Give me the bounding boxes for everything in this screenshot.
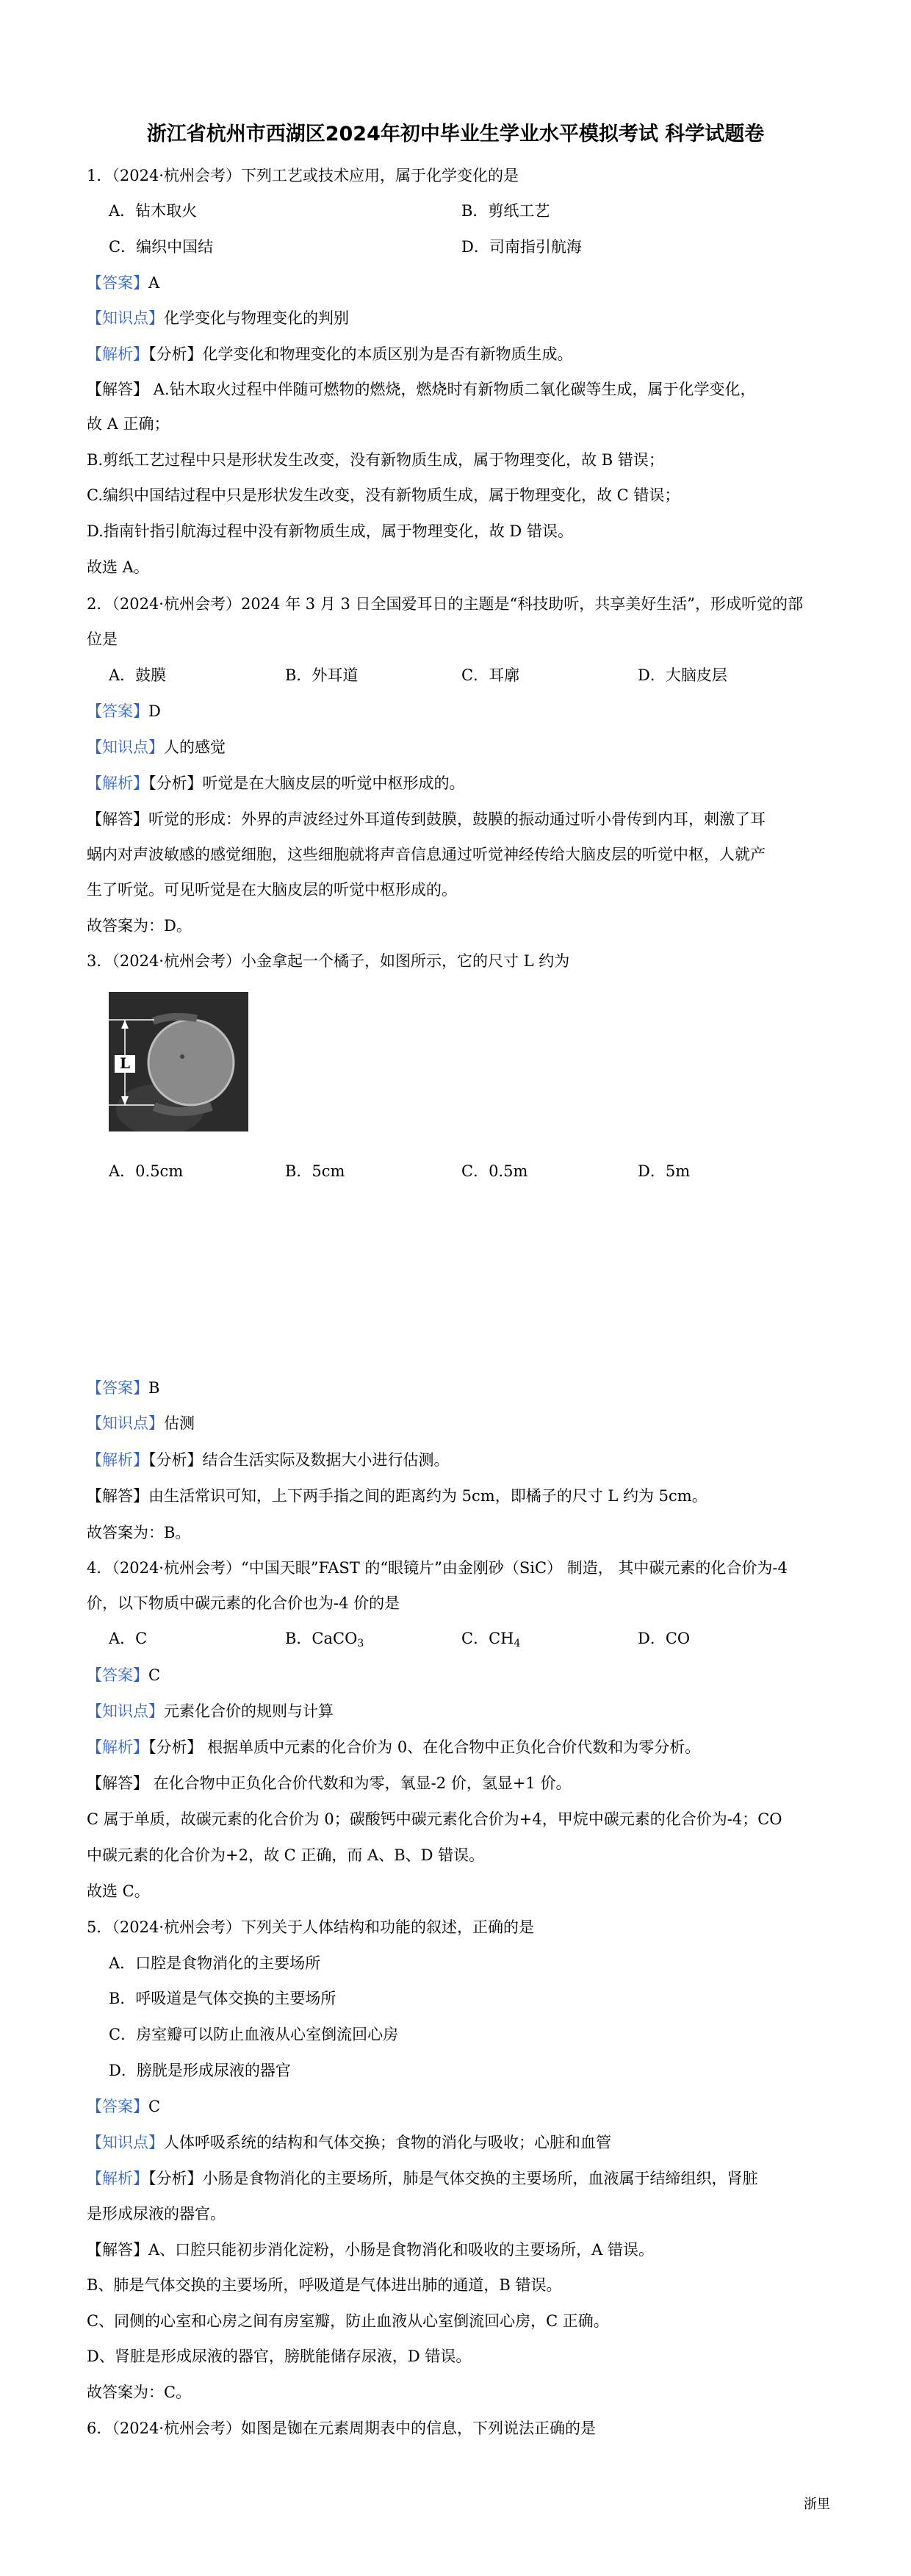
q4-option-c-subscript: 4 <box>514 1638 521 1649</box>
q1-option-d: D．司南指引航海 <box>461 238 582 256</box>
q6-stem: 6．（2024·杭州会考）如图是铷在元素周期表中的信息，下列说法正确的是 <box>87 2420 596 2437</box>
q4-solution-line: C 属于单质，故碳元素的化合价为 0；碳酸钙中碳元素化合价为+4，甲烷中碳元素的化合价为-4；CO <box>87 1810 782 1828</box>
solution-tag: 【解答】 <box>87 2241 148 2259</box>
q4-option-a: A．C <box>109 1630 148 1647</box>
q5-option-b: B．呼吸道是气体交换的主要场所 <box>109 1990 336 2007</box>
q3-option-b: B．5cm <box>285 1162 345 1180</box>
knowledge-value: 人体呼吸系统的结构和气体交换；食物的消化与吸收；心脏和血管 <box>164 2134 611 2151</box>
page-title: 浙江省杭州市西湖区2024年初中毕业生学业水平模拟考试 科学试题卷 <box>146 123 765 145</box>
q4-knowledge <box>87 1701 823 1721</box>
q5-conclusion: 故答案为：C。 <box>87 2383 192 2401</box>
answer-tag: 【答案】 <box>87 702 148 720</box>
q1-answer <box>87 273 823 293</box>
q4-option-d: D．CO <box>638 1630 691 1647</box>
q3-option-c: C．0.5m <box>461 1162 528 1180</box>
q5-solution-line: B、肺是气体交换的主要场所，呼吸道是气体进出肺的通道，B 错误。 <box>87 2276 562 2294</box>
q2-option-a: A．鼓膜 <box>109 666 167 684</box>
analysis-tag: 【解析】 <box>87 774 148 792</box>
q5-solution-line: D、肾脏是形成尿液的器官，膀胱能储存尿液，D 错误。 <box>87 2347 472 2365</box>
page-footer: 浙里 <box>804 2497 830 2512</box>
q1-conclusion: 故选 A。 <box>87 558 149 576</box>
q2-conclusion: 故答案为：D。 <box>87 917 192 935</box>
q3-answer <box>87 1378 823 1398</box>
q3-analysis <box>87 1450 823 1470</box>
q4-solution <box>87 1773 823 1794</box>
q2-option-c: C．耳廓 <box>461 666 520 684</box>
q4-answer <box>87 1665 823 1685</box>
q3-option-d: D．5m <box>638 1162 691 1180</box>
knowledge-value: 估测 <box>164 1414 195 1432</box>
q4-analysis <box>87 1737 823 1757</box>
q2-answer <box>87 701 823 722</box>
solution-tag: 【解答】 <box>87 810 148 828</box>
analysis-value: 根据单质中元素的化合价为 0、在化合物中正负化合价代数和为零分析。 <box>207 1738 701 1756</box>
knowledge-value: 元素化合价的规则与计算 <box>164 1702 334 1720</box>
analysis-sub-tag: 【分析】 <box>148 1451 203 1469</box>
q1-option-a: A．钻木取火 <box>109 202 198 220</box>
answer-tag: 【答案】 <box>87 1379 148 1397</box>
orange-photo <box>109 992 248 1132</box>
analysis-tag: 【解析】 <box>87 2170 148 2187</box>
analysis-sub-tag: 【分析】 <box>148 774 203 792</box>
analysis-tag: 【解析】 <box>87 345 148 363</box>
q2-stem-cont: 位是 <box>87 630 118 648</box>
q1-solution <box>87 379 823 400</box>
q1-solution-line: D.指南针指引航海过程中没有新物质生成，属于物理变化，故 D 错误。 <box>87 522 573 540</box>
q5-option-d: D．膀胱是形成尿液的器官 <box>109 2062 291 2079</box>
q4-option-b <box>285 1628 364 1654</box>
q1-knowledge <box>87 308 823 328</box>
q4-option-b-subscript: 3 <box>357 1638 364 1649</box>
knowledge-value: 化学变化与物理变化的判别 <box>164 309 349 327</box>
q5-analysis <box>87 2168 823 2189</box>
q5-solution-line: C、同侧的心室和心房之间有房室瓣，防止血液从心室倒流回心房，C 正确。 <box>87 2312 609 2330</box>
solution-tag: 【解答】 <box>87 1774 148 1792</box>
analysis-value: 化学变化和物理变化的本质区别为是否有新物质生成。 <box>202 345 573 363</box>
q5-solution <box>87 2239 823 2260</box>
q4-option-b-text: B．CaCO <box>285 1630 358 1647</box>
knowledge-tag: 【知识点】 <box>87 1702 164 1720</box>
solution-text: A、口腔只能初步消化淀粉，小肠是食物消化和吸收的主要场所，A 错误。 <box>148 2241 655 2259</box>
answer-tag: 【答案】 <box>87 1666 148 1684</box>
knowledge-tag: 【知识点】 <box>87 1414 164 1432</box>
q2-solution-line: 蜗内对声波敏感的感觉细胞，这些细胞就将声音信息通过听觉神经传给大脑皮层的听觉中枢，人就产 <box>87 846 766 863</box>
q2-solution-line: 生了听觉。可见听觉是在大脑皮层的听觉中枢形成的。 <box>87 881 457 899</box>
q3-stem: 3．（2024·杭州会考）小金拿起一个橘子，如图所示，它的尺寸 L 约为 <box>87 952 570 970</box>
q4-option-c <box>461 1628 520 1654</box>
analysis-value: 小肠是食物消化的主要场所，肺是气体交换的主要场所，血液属于结缔组织，肾脏 <box>202 2170 758 2187</box>
solution-text: 听觉的形成：外界的声波经过外耳道传到鼓膜，鼓膜的振动通过听小骨传到内耳，刺激了耳 <box>148 810 766 828</box>
q1-solution-line: B.剪纸工艺过程中只是形状发生改变，没有新物质生成，属于物理变化，故 B 错误； <box>87 451 664 469</box>
q2-stem: 2．（2024·杭州会考）2024 年 3 月 3 日全国爱耳日的主题是“科技助听，共享美好生活”，形成听觉的部 <box>87 595 803 613</box>
q5-knowledge <box>87 2132 823 2153</box>
answer-value: B <box>148 1379 160 1397</box>
answer-value: C <box>148 1666 161 1684</box>
analysis-value: 听觉是在大脑皮层的听觉中枢形成的。 <box>202 774 465 792</box>
answer-value: A <box>148 274 160 292</box>
knowledge-value: 人的感觉 <box>164 738 226 756</box>
analysis-tag: 【解析】 <box>87 1451 148 1469</box>
q3-solution <box>87 1486 823 1506</box>
q1-solution-line: C.编织中国结过程中只是形状发生改变，没有新物质生成，属于物理变化，故 C 错误； <box>87 486 680 504</box>
q4-stem: 4．（2024·杭州会考）“中国天眼”FAST 的“眼镜片”由金刚砂（SiC） 制造， 其中碳元素的化合价为-4 <box>87 1559 788 1577</box>
analysis-sub-tag: 【分析】 <box>148 345 203 363</box>
analysis-value: 结合生活实际及数据大小进行估测。 <box>202 1451 450 1469</box>
knowledge-tag: 【知识点】 <box>87 2134 164 2151</box>
knowledge-tag: 【知识点】 <box>87 738 164 756</box>
knowledge-tag: 【知识点】 <box>87 309 164 327</box>
lower-finger <box>154 1107 212 1112</box>
q2-option-b: B．外耳道 <box>285 666 359 684</box>
q5-option-a: A．口腔是食物消化的主要场所 <box>109 1954 321 1972</box>
answer-value: D <box>148 702 161 720</box>
analysis-tag: 【解析】 <box>87 1738 148 1756</box>
answer-tag: 【答案】 <box>87 274 148 292</box>
q1-option-c: C．编织中国结 <box>109 238 214 256</box>
analysis-sub-tag: 【分析】 <box>148 1738 203 1756</box>
answer-tag: 【答案】 <box>87 2098 148 2115</box>
q2-option-d: D．大脑皮层 <box>638 666 727 684</box>
q1-option-b: B．剪纸工艺 <box>461 202 550 220</box>
q5-analysis-cont: 是形成尿液的器官。 <box>87 2205 226 2223</box>
solution-tag: 【解答】 <box>87 1487 148 1505</box>
q5-option-c: C．房室瓣可以防止血液从心室倒流回心房 <box>109 2026 399 2043</box>
q1-stem: 1．（2024·杭州会考）下列工艺或技术应用，属于化学变化的是 <box>87 167 519 184</box>
q1-solution-line: 故 A 正确； <box>87 415 170 433</box>
solution-text: 在化合物中正负化合价代数和为零，氧显-2 价，氢显+1 价。 <box>153 1774 572 1792</box>
q4-solution-line: 中碳元素的化合价为+2，故 C 正确，而 A、B、D 错误。 <box>87 1846 485 1864</box>
q2-knowledge <box>87 737 823 758</box>
q4-option-c-text: C．CH <box>461 1630 514 1647</box>
solution-text: A.钻木取火过程中伴随可燃物的燃烧，燃烧时有新物质二氧化碳等生成，属于化学变化， <box>153 381 756 398</box>
q3-option-a: A．0.5cm <box>109 1162 184 1180</box>
solution-tag: 【解答】 <box>87 381 148 398</box>
q3-conclusion: 故答案为：B。 <box>87 1524 191 1541</box>
dimension-label: L <box>119 1054 131 1072</box>
answer-value: C <box>148 2098 161 2115</box>
q2-analysis <box>87 773 823 794</box>
q2-solution <box>87 809 823 830</box>
solution-text: 由生活常识可知，上下两手指之间的距离约为 5cm，即橘子的尺寸 L 约为 5cm。 <box>148 1487 707 1505</box>
q1-analysis <box>87 344 823 364</box>
analysis-sub-tag: 【分析】 <box>148 2170 203 2187</box>
orange-stem-mark <box>180 1054 184 1059</box>
q5-stem: 5．（2024·杭州会考）下列关于人体结构和功能的叙述，正确的是 <box>87 1918 534 1936</box>
q5-answer <box>87 2096 823 2117</box>
q4-conclusion: 故选 C。 <box>87 1882 150 1900</box>
q4-stem-cont: 价，以下物质中碳元素的化合价也为-4 价的是 <box>87 1594 400 1612</box>
q3-knowledge <box>87 1413 823 1433</box>
